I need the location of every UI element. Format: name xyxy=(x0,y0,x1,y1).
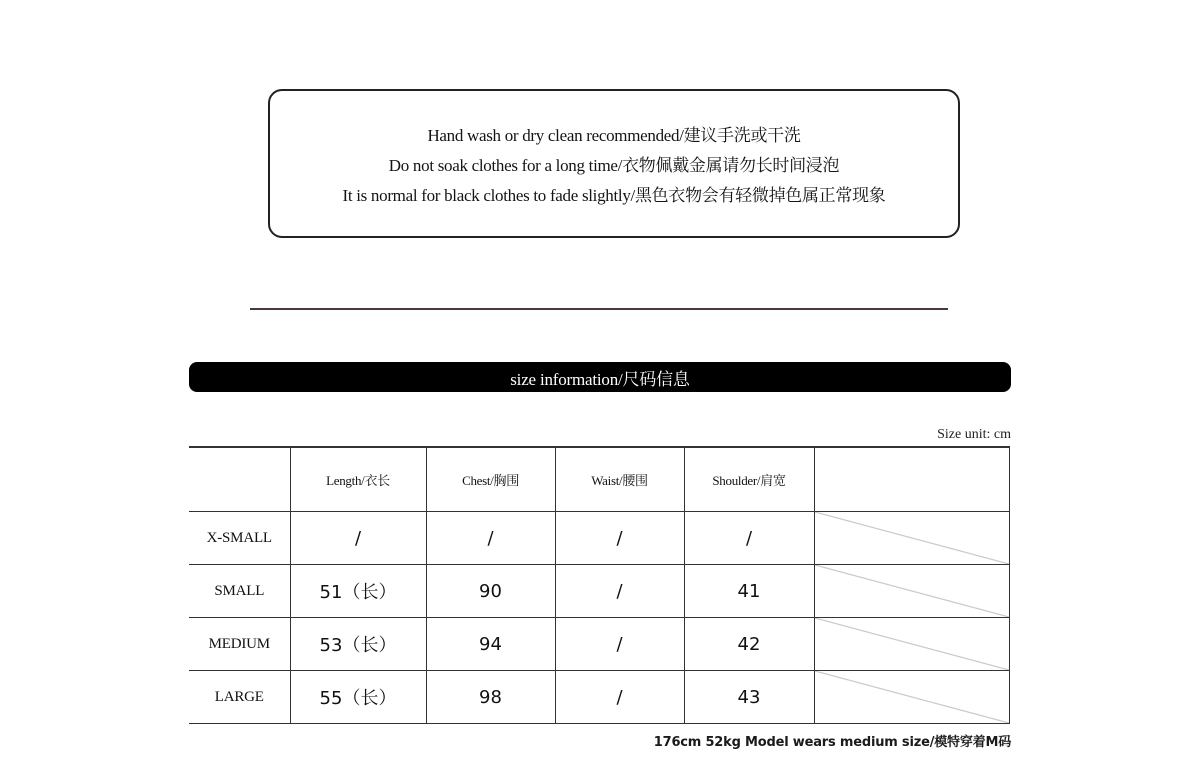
section-divider xyxy=(250,308,948,310)
size-information-title: size information/尺码信息 xyxy=(510,369,690,389)
care-line-fade: It is normal for black clothes to fade slightly/黑色衣物会有轻微掉色属正常现象 xyxy=(342,186,886,205)
header-shoulder: Shoulder/肩宽 xyxy=(684,447,814,512)
length-value: 51（长） xyxy=(290,565,426,618)
size-label-s: SMALL xyxy=(189,565,290,618)
chest-value: 90 xyxy=(426,565,555,618)
waist-value: / xyxy=(555,618,684,671)
table-row xyxy=(189,618,1009,671)
length-value: 53（长） xyxy=(290,618,426,671)
table-header-row xyxy=(189,447,1009,512)
header-length: Length/衣长 xyxy=(290,447,426,512)
shoulder-value: 42 xyxy=(684,618,814,671)
table-row xyxy=(189,565,1009,618)
table-row xyxy=(189,512,1009,565)
header-chest: Chest/胸围 xyxy=(426,447,555,512)
length-value: / xyxy=(290,512,426,565)
care-line-wash: Hand wash or dry clean recommended/建议手洗或干洗 xyxy=(427,126,801,145)
header-empty-cell xyxy=(189,447,290,512)
diagonal-line xyxy=(815,512,1009,564)
waist-value: / xyxy=(555,671,684,724)
chest-value: / xyxy=(426,512,555,565)
waist-value: / xyxy=(555,512,684,565)
waist-value: / xyxy=(555,565,684,618)
table-row xyxy=(189,671,1009,724)
size-table xyxy=(189,446,1010,724)
care-line-soak: Do not soak clothes for a long time/衣物佩戴金属请勿长时间浸泡 xyxy=(388,156,840,175)
header-waist: Waist/腰围 xyxy=(555,447,684,512)
header-extra-cell xyxy=(814,447,1009,512)
shoulder-value: 41 xyxy=(684,565,814,618)
diagonal-line xyxy=(815,671,1009,723)
shoulder-value: / xyxy=(684,512,814,565)
diagonal-line xyxy=(815,565,1009,617)
size-label-m: MEDIUM xyxy=(189,618,290,671)
chest-value: 94 xyxy=(426,618,555,671)
length-value: 55（长） xyxy=(290,671,426,724)
care-instructions-box xyxy=(268,89,960,238)
chest-value: 98 xyxy=(426,671,555,724)
size-unit-note: Size unit: cm xyxy=(937,427,1011,442)
empty-diagonal-cell xyxy=(814,565,1009,618)
shoulder-value: 43 xyxy=(684,671,814,724)
size-information-banner xyxy=(189,362,1011,392)
empty-diagonal-cell xyxy=(814,671,1009,724)
empty-diagonal-cell xyxy=(814,512,1009,565)
diagonal-line xyxy=(815,618,1009,670)
size-label-l: LARGE xyxy=(189,671,290,724)
size-label-xs: X-SMALL xyxy=(189,512,290,565)
empty-diagonal-cell xyxy=(814,618,1009,671)
model-size-footnote: 176cm 52kg Model wears medium size/模特穿着M码 xyxy=(653,735,1011,750)
